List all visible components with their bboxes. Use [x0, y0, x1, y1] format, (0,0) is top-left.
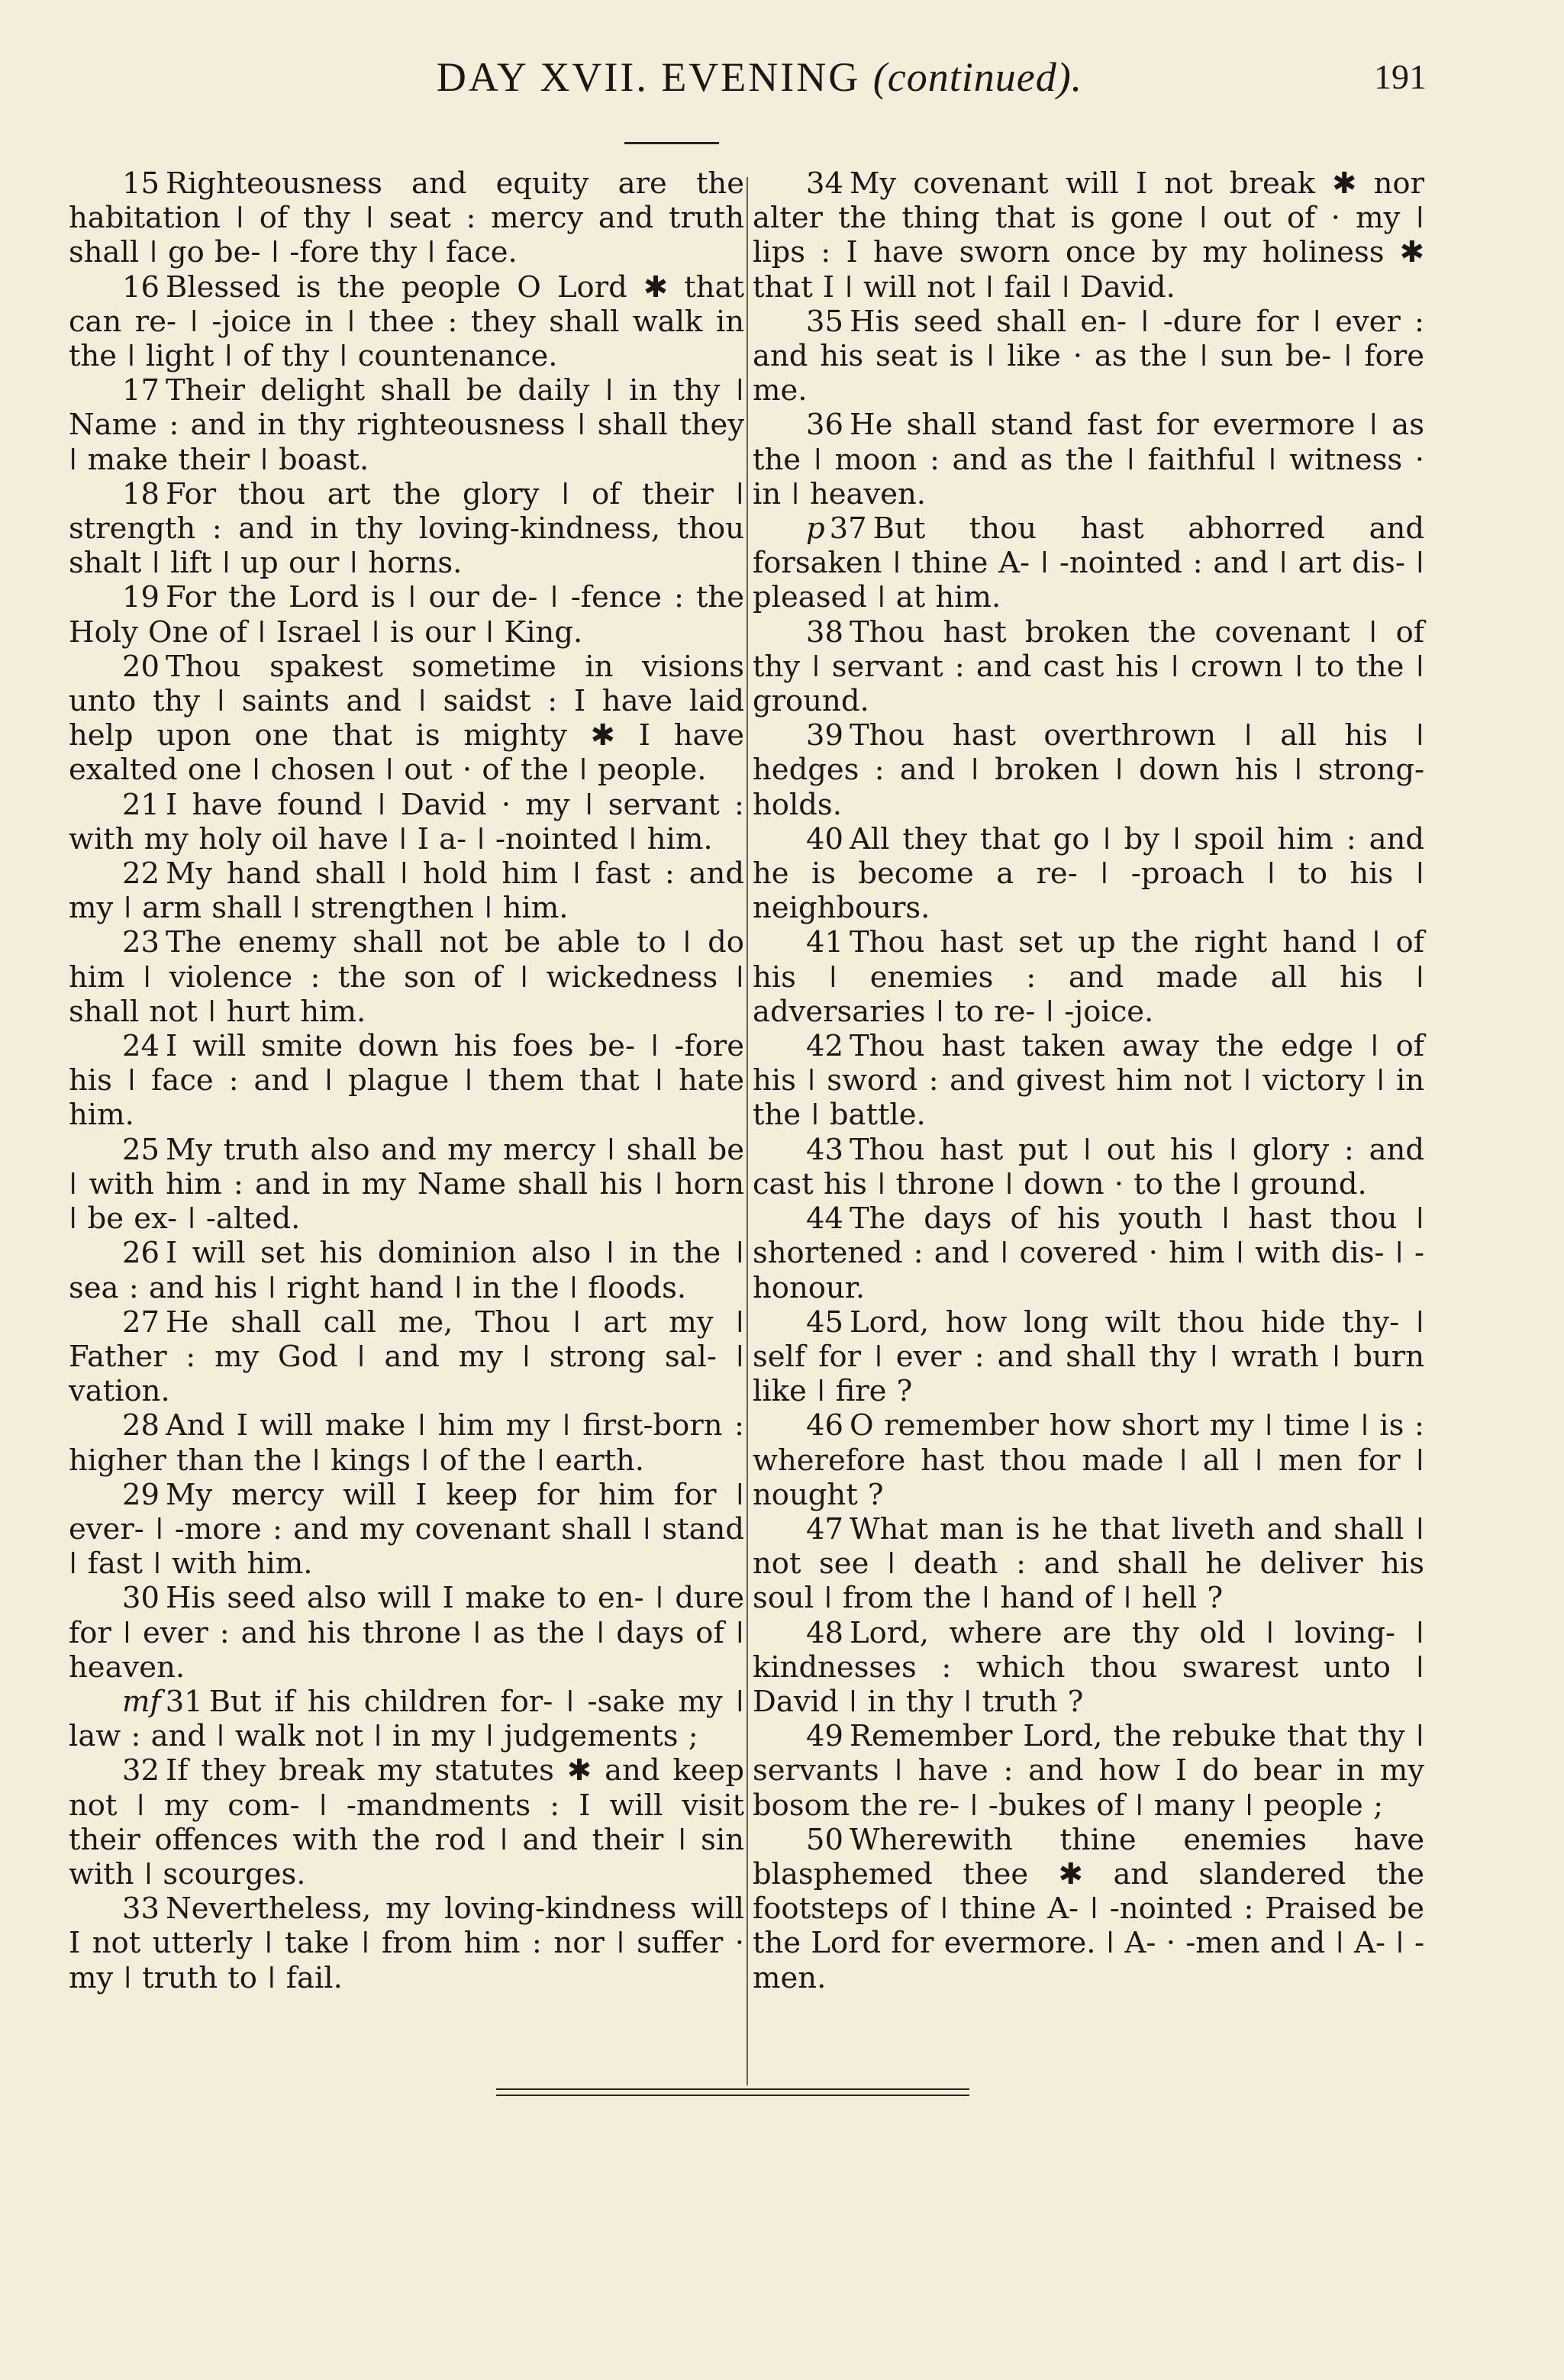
verse-number: 46	[806, 1408, 843, 1443]
column-divider	[747, 177, 748, 2085]
verse-number: 19	[122, 580, 160, 615]
verse-text: My truth also and my mercy ǀ shall be ǀ with him : and in my Name shall his ǀ horn ǀ be ex- ǀ -alted.	[69, 1132, 744, 1237]
verse-text: Righteousness and equity are the habitation ǀ of thy ǀ seat : mercy and truth shall ǀ go be- ǀ -fore thy ǀ face.	[69, 166, 744, 270]
verse-number: 43	[806, 1132, 843, 1167]
verse-text: I will set his dominion also ǀ in the ǀ sea : and his ǀ right hand ǀ in the ǀ floods.	[69, 1236, 744, 1305]
verse-text: His seed also will I make to en- ǀ dure for ǀ ever : and his throne ǀ as the ǀ days of ǀ heaven.	[69, 1581, 744, 1685]
verse-number: 17	[122, 373, 160, 408]
verse	[753, 1823, 1424, 1995]
verse-number: 45	[806, 1304, 843, 1340]
verse-number: 50	[806, 1822, 843, 1857]
verse	[69, 856, 744, 925]
verse-text: He shall stand fast for evermore ǀ as the ǀ moon : and as the ǀ faithful ǀ witness · in ǀ heaven.	[753, 408, 1424, 511]
verse	[753, 305, 1424, 408]
verse-number: 40	[806, 821, 843, 856]
verse	[69, 1581, 744, 1685]
verse	[753, 1201, 1424, 1305]
verse-text: If they break my statutes ✱ and keep not ǀ my com- ǀ -mandments : I will visit their offences with the rod ǀ and their ǀ sin with ǀ scourges.	[69, 1753, 744, 1891]
verse-number: 26	[122, 1236, 160, 1271]
verse-number: 41	[806, 925, 843, 960]
verse	[69, 373, 744, 477]
verse-text: Lord, where are thy old ǀ loving- ǀ kindnesses : which thou swarest unto ǀ David ǀ in thy ǀ truth ?	[753, 1615, 1424, 1719]
title-main: DAY XVII. EVENING	[436, 54, 873, 100]
verse	[753, 166, 1424, 305]
verse	[753, 1408, 1424, 1512]
verse	[69, 270, 744, 374]
verse	[753, 1719, 1424, 1823]
verse-number: 32	[122, 1753, 160, 1788]
verse	[753, 615, 1424, 719]
verse	[69, 1891, 744, 1995]
verse-text: Thou hast set up the right hand ǀ of his ǀ enemies : and made all his ǀ adversaries ǀ to re- ǀ -joice.	[753, 925, 1424, 1029]
verse-number: 30	[122, 1581, 160, 1616]
verse-text: Remember Lord, the rebuke that thy ǀ servants ǀ have : and how I do bear in my bosom the re- ǀ -bukes of ǀ many ǀ people ;	[753, 1719, 1424, 1823]
verse-number: 24	[122, 1029, 160, 1064]
verse-text: Their delight shall be daily ǀ in thy ǀ Name : and in thy righteousness ǀ shall they ǀ make their ǀ boast.	[69, 373, 744, 477]
left-column	[69, 166, 744, 1995]
verse	[753, 925, 1424, 1029]
verse-text: O remember how short my ǀ time ǀ is : wherefore hast thou made ǀ all ǀ men for ǀ nought ?	[753, 1408, 1424, 1512]
verse-text: Lord, how long wilt thou hide thy- ǀ self for ǀ ever : and shall thy ǀ wrath ǀ burn like ǀ fire ?	[753, 1304, 1424, 1409]
page-header	[0, 47, 1564, 108]
verse-text: I will smite down his foes be- ǀ -fore his ǀ face : and ǀ plague ǀ them that ǀ hate him.	[69, 1029, 744, 1133]
verse	[69, 580, 744, 649]
verse	[69, 1685, 744, 1753]
verse-number: 42	[806, 1029, 843, 1064]
verse-number: 27	[122, 1304, 160, 1340]
verse-text: For thou art the glory ǀ of their ǀ strength : and in thy loving-kindness, thou shalt ǀ lift ǀ up our ǀ horns.	[69, 476, 744, 581]
verse-text: All they that go ǀ by ǀ spoil him : and he is become a re- ǀ -proach ǀ to his ǀ neighbours.	[753, 821, 1424, 926]
verse-text: Thou hast taken away the edge ǀ of his ǀ sword : and givest him not ǀ victory ǀ in the ǀ battle.	[753, 1029, 1424, 1133]
verse	[753, 408, 1424, 511]
verse	[753, 1616, 1424, 1720]
verse-text: But thou hast abhorred and forsaken ǀ thine A- ǀ -nointed : and ǀ art dis- ǀ pleased ǀ at him.	[753, 511, 1424, 615]
verse	[69, 1133, 744, 1237]
page-title	[0, 53, 1519, 101]
verse-number: 18	[122, 476, 160, 511]
verse	[69, 1408, 744, 1477]
verse-text: And I will make ǀ him my ǀ first-born : higher than the ǀ kings ǀ of the ǀ earth.	[69, 1408, 744, 1478]
page-number: 191	[1374, 57, 1427, 96]
verse-text: I have found ǀ David · my ǀ servant : with my holy oil have ǀ I a- ǀ -nointed ǀ him.	[69, 787, 744, 856]
verse-text: My mercy will I keep for him for ǀ ever- ǀ -more : and my covenant shall ǀ stand ǀ fast ǀ with him.	[69, 1477, 744, 1582]
verse	[69, 1305, 744, 1409]
verse-number: 25	[122, 1132, 160, 1167]
verse-text: My covenant will I not break ✱ nor alter the thing that is gone ǀ out of · my ǀ lips : I have sworn once by my holiness ✱ that I ǀ will not ǀ fail ǀ David.	[753, 166, 1424, 305]
verse	[753, 1512, 1424, 1616]
verse	[69, 925, 744, 1029]
verse-number: 20	[122, 649, 160, 684]
verse	[753, 1029, 1424, 1133]
verse-number: 34	[806, 166, 843, 201]
verse-text: Wherewith thine enemies have blasphemed thee ✱ and slandered the footsteps of ǀ thine A- ǀ -nointed : Praised be the Lord for evermore. ǀ A- · -men and ǀ A- ǀ -men.	[753, 1822, 1424, 1995]
verse-text: Blessed is the people O Lord ✱ that can re- ǀ -joice in ǀ thee : they shall walk in the ǀ light ǀ of thy ǀ countenance.	[69, 269, 744, 374]
verse-number: 16	[122, 269, 160, 305]
verse-text: For the Lord is ǀ our de- ǀ -fence : the Holy One of ǀ Israel ǀ is our ǀ King.	[69, 580, 744, 650]
verse-number: 35	[806, 304, 843, 339]
footer-rule	[496, 2088, 969, 2096]
verse	[69, 1753, 744, 1891]
verse-text: Thou spakest sometime in visions unto thy ǀ saints and ǀ saidst : I have laid help upon one that is mighty ✱ I have exalted one ǀ chosen ǀ out · of the ǀ people.	[69, 649, 744, 788]
verse-text: Thou hast broken the covenant ǀ of thy ǀ servant : and cast his ǀ crown ǀ to the ǀ ground.	[753, 614, 1424, 719]
verse-number: 48	[806, 1615, 843, 1650]
verse-text: Nevertheless, my loving-kindness will I not utterly ǀ take ǀ from him : nor ǀ suffer · my ǀ truth to ǀ fail.	[69, 1891, 744, 1995]
verse-text: Thou hast overthrown ǀ all his ǀ hedges : and ǀ broken ǀ down his ǀ strong-holds.	[753, 718, 1424, 822]
verse	[69, 166, 744, 270]
verse-text: The days of his youth ǀ hast thou ǀ shortened : and ǀ covered · him ǀ with dis- ǀ -honour.	[753, 1201, 1424, 1305]
verse-number: 31	[165, 1684, 203, 1719]
verse-number: 44	[806, 1201, 843, 1237]
verse-number: 22	[122, 856, 160, 892]
verse-text: But if his children for- ǀ -sake my ǀ law : and ǀ walk not ǀ in my ǀ judgements ;	[69, 1684, 744, 1754]
dynamic-mark: mf	[122, 1684, 161, 1719]
verse	[753, 1133, 1424, 1201]
verse-number: 23	[122, 925, 160, 960]
verse-number: 21	[122, 787, 160, 822]
verse-number: 33	[122, 1891, 160, 1927]
verse-text: The enemy shall not be able to ǀ do him ǀ violence : the son of ǀ wickedness ǀ shall not ǀ hurt him.	[69, 925, 744, 1029]
verse	[69, 788, 744, 856]
verse-text: What man is he that liveth and shall ǀ not see ǀ death : and shall he deliver his soul ǀ from the ǀ hand of ǀ hell ?	[753, 1511, 1424, 1616]
verse-text: He shall call me, Thou ǀ art my ǀ Father : my God ǀ and my ǀ strong sal- ǀ vation.	[69, 1304, 744, 1409]
verse	[753, 511, 1424, 615]
title-suffix: (continued).	[872, 54, 1083, 100]
verse	[69, 1029, 744, 1133]
verse-number: 29	[122, 1477, 160, 1512]
verse-number: 37	[829, 511, 867, 547]
verse-number: 28	[122, 1408, 160, 1443]
verse-number: 39	[806, 718, 843, 753]
verse-text: My hand shall ǀ hold him ǀ fast : and my ǀ arm shall ǀ strengthen ǀ him.	[69, 856, 744, 926]
verse-number: 38	[806, 614, 843, 650]
verse-number: 49	[806, 1719, 843, 1754]
verse	[69, 477, 744, 581]
dynamic-mark: p	[806, 511, 825, 547]
header-rule	[624, 142, 719, 144]
verse-number: 15	[122, 166, 160, 201]
verse	[69, 1236, 744, 1304]
verse-text: His seed shall en- ǀ -dure for ǀ ever : and his seat is ǀ like · as the ǀ sun be- ǀ fore me.	[753, 304, 1424, 408]
verse	[69, 1478, 744, 1582]
verse-number: 47	[806, 1511, 843, 1546]
verse	[753, 1305, 1424, 1409]
verse-number: 36	[806, 408, 843, 443]
verse	[753, 718, 1424, 822]
verse	[69, 650, 744, 788]
verse	[753, 822, 1424, 926]
right-column	[753, 166, 1424, 1995]
verse-text: Thou hast put ǀ out his ǀ glory : and cast his ǀ throne ǀ down · to the ǀ ground.	[753, 1132, 1424, 1201]
